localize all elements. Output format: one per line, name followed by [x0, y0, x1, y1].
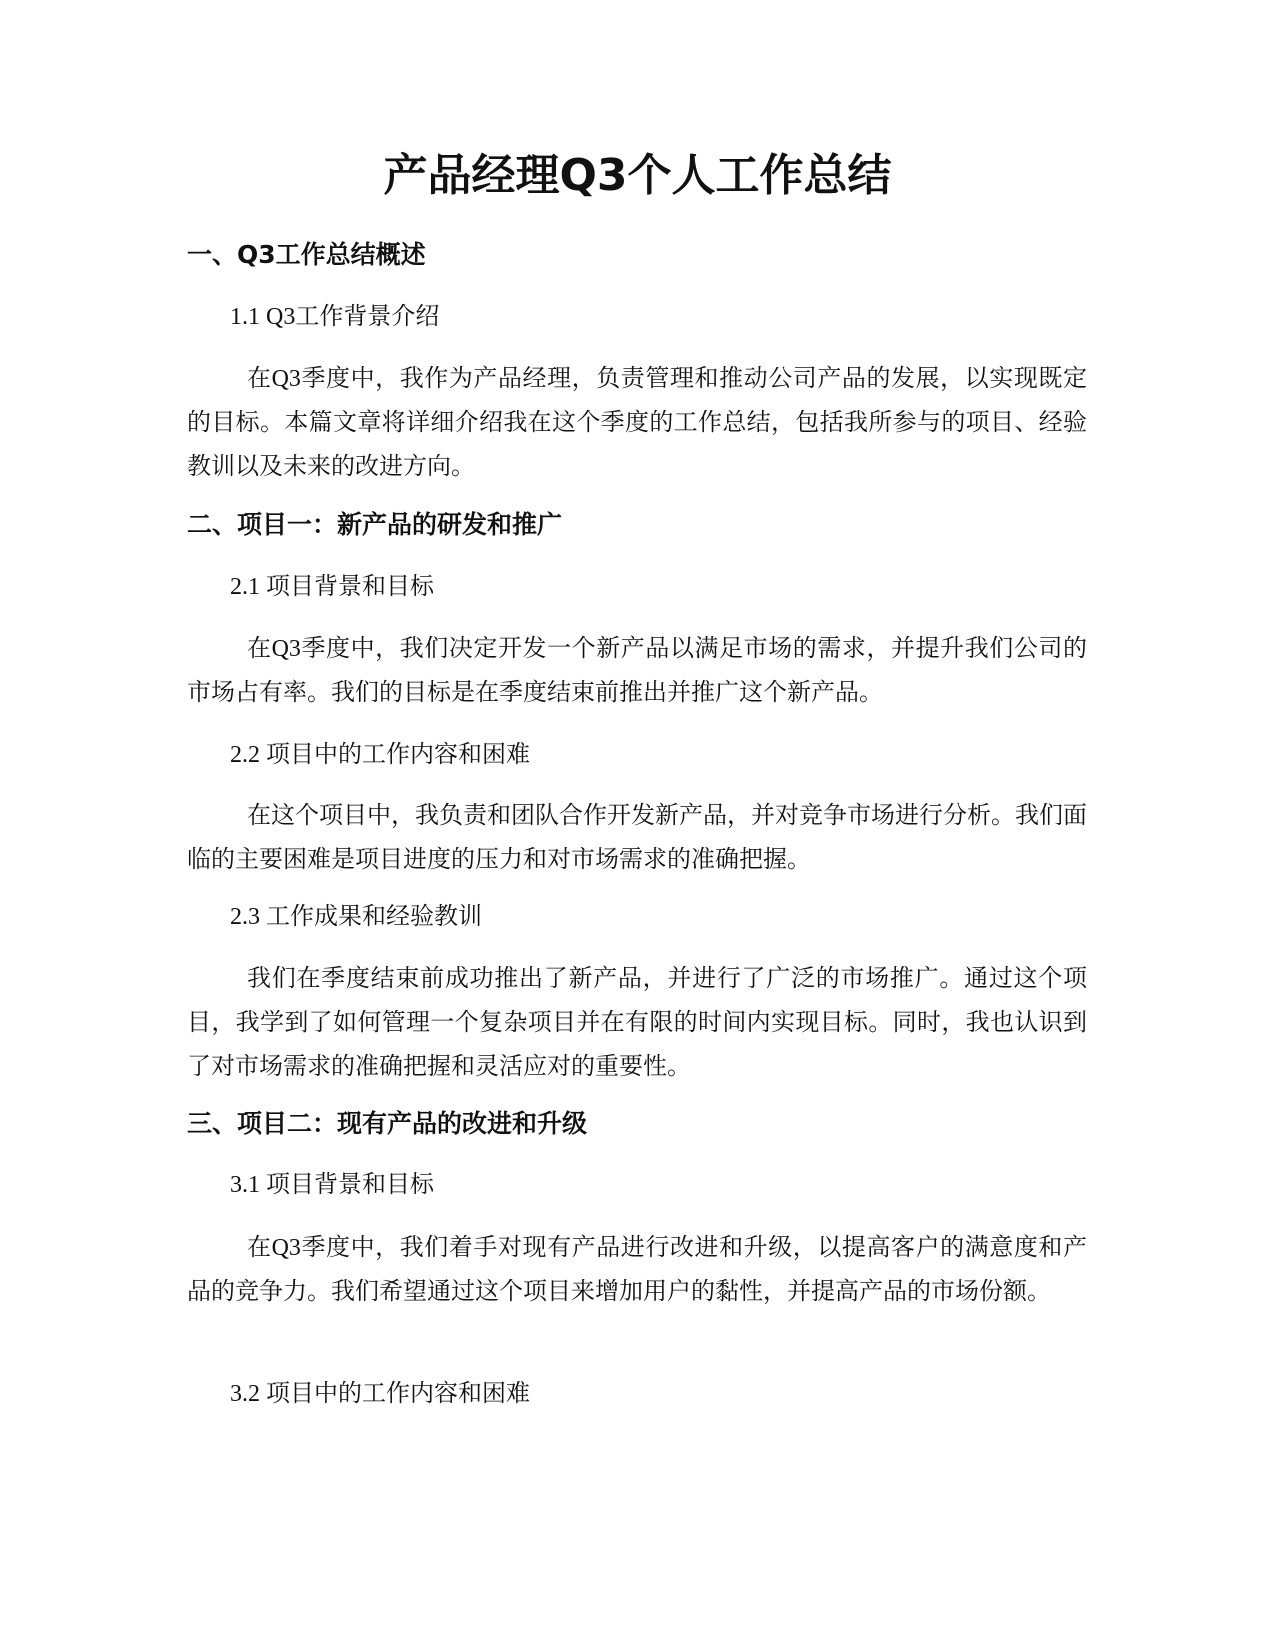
subsection-heading: 3.2 项目中的工作内容和困难 [230, 1381, 530, 1407]
paragraph: 在Q3季度中，我们决定开发一个新产品以满足市场的需求，并提升我们公司的市场占有率。我们的目标是在季度结束前推出并推广这个新产品。 [187, 636, 1087, 706]
paragraph: 在Q3季度中，我作为产品经理，负责管理和推动公司产品的发展，以实现既定的目标。本篇文章将详细介绍我在这个季度的工作总结，包括我所参与的项目、经验教训以及未来的改进方向。 [187, 366, 1087, 480]
subsection-heading: 2.2 项目中的工作内容和困难 [230, 742, 530, 768]
paragraph: 我们在季度结束前成功推出了新产品，并进行了广泛的市场推广。通过这个项目，我学到了如何管理一个复杂项目并在有限的时间内实现目标。同时，我也认识到了对市场需求的准确把握和灵活应对的重要性。 [187, 966, 1087, 1080]
paragraph: 在这个项目中，我负责和团队合作开发新产品，并对竞争市场进行分析。我们面临的主要困难是项目进度的压力和对市场需求的准确把握。 [187, 803, 1087, 873]
paragraph: 在Q3季度中，我们着手对现有产品进行改进和升级，以提高客户的满意度和产品的竞争力。我们希望通过这个项目来增加用户的黏性，并提高产品的市场份额。 [187, 1235, 1087, 1305]
subsection-heading: 2.1 项目背景和目标 [230, 574, 434, 600]
section-heading: 三、项目二：现有产品的改进和升级 [187, 1109, 588, 1138]
section-heading: 一、Q3工作总结概述 [187, 240, 426, 269]
document-title: 产品经理Q3个人工作总结 [383, 150, 892, 201]
subsection-heading: 2.3 工作成果和经验教训 [230, 904, 482, 930]
section-heading: 二、项目一：新产品的研发和推广 [187, 510, 563, 539]
subsection-heading: 3.1 项目背景和目标 [230, 1172, 434, 1198]
subsection-heading: 1.1 Q3工作背景介绍 [230, 304, 440, 330]
